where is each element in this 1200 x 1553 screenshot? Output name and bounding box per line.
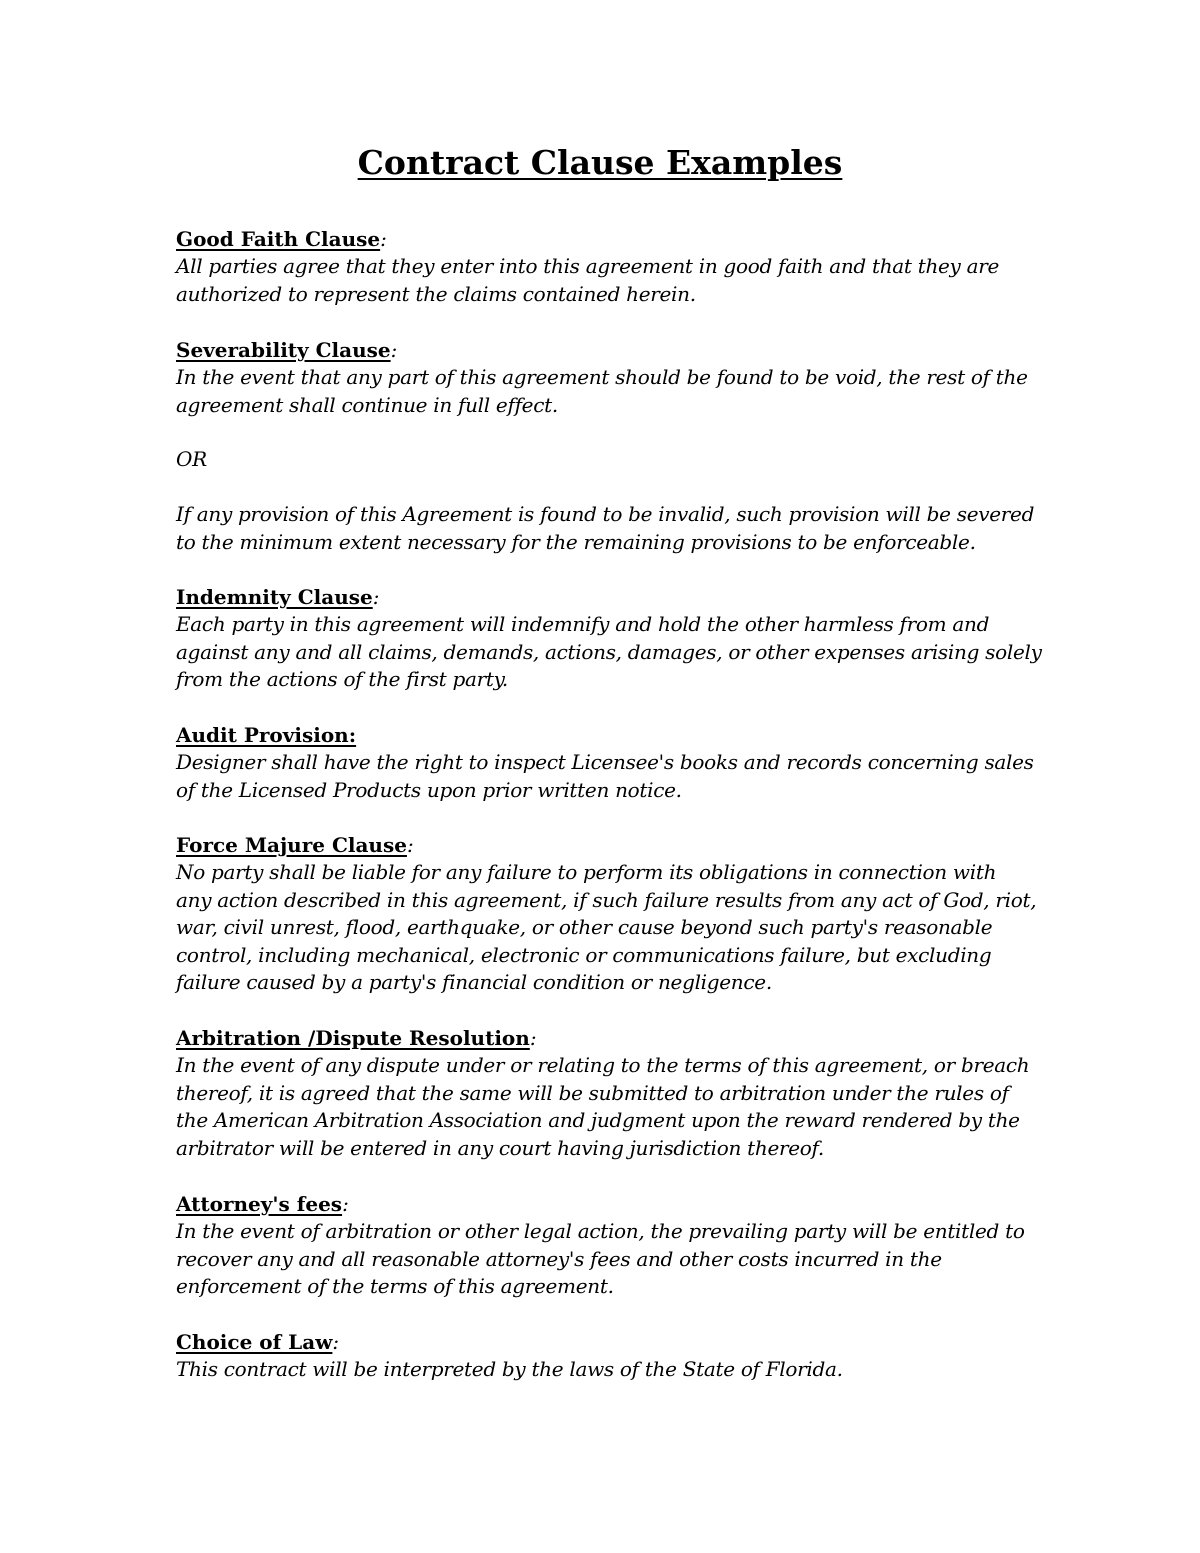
indemnity-section (176, 583, 1056, 694)
clause-line: In the event that any part of this agreement should be found to be void, the rest of the (176, 365, 1028, 389)
severability-alternative (176, 501, 1056, 556)
clause-line: agreement shall continue in full effect. (176, 392, 558, 417)
audit-section (176, 721, 1056, 804)
clause-line: authorized to represent the claims contained herein. (176, 281, 696, 306)
section-heading: Choice of Law: (176, 1330, 340, 1354)
clause-line: Designer shall have the right to inspect Licensee's books and records concerning sales (176, 750, 1034, 774)
force-majure-section (176, 831, 1056, 997)
or-separator: OR (176, 447, 207, 471)
clause-line: to the minimum extent necessary for the remaining provisions to be enforceable. (176, 529, 976, 554)
clause-line: Each party in this agreement will indemnify and hold the other harmless from and (176, 612, 990, 636)
clause-line: thereof, it is agreed that the same will be submitted to arbitration under the rules of (176, 1080, 1009, 1105)
clause-line: failure caused by a party's financial condition or negligence. (176, 970, 772, 994)
clause-line: In the event of any dispute under or relating to the terms of this agreement, or breach (176, 1053, 1030, 1077)
clause-line: enforcement of the terms of this agreement. (176, 1274, 614, 1298)
clause-line: All parties agree that they enter into this agreement in good faith and that they are (176, 254, 1000, 278)
section-heading: Attorney's fees: (176, 1192, 349, 1216)
attorney-fees-section (176, 1190, 1056, 1301)
section-heading: Force Majure Clause: (176, 833, 414, 857)
clause-line: control, including mechanical, electronic or communications failure, but excluding (176, 942, 992, 967)
clause-line: This contract will be interpreted by the laws of the State of Florida. (176, 1357, 843, 1381)
clause-line: the American Arbitration Association and judgment upon the reward rendered by the (176, 1108, 1020, 1132)
clause-line: from the actions of the first party. (176, 667, 508, 691)
clause-line: No party shall be liable for any failure to perform its obligations in connection with (176, 860, 997, 884)
section-heading: Indemnity Clause: (176, 585, 380, 609)
clause-line: any action described in this agreement, if such failure results from any act of God, riot, (176, 887, 1037, 912)
severability-or (176, 446, 1056, 474)
clause-line: against any and all claims, demands, actions, damages, or other expenses arising solely (176, 639, 1042, 664)
section-heading: Arbitration /Dispute Resolution: (176, 1026, 537, 1050)
clause-line: arbitrator will be entered in any court having jurisdiction thereof. (176, 1135, 824, 1160)
section-heading: Severability Clause: (176, 338, 398, 362)
section-heading: Audit Provision: (176, 723, 357, 747)
arbitration-section (176, 1024, 1056, 1162)
choice-of-law-section (176, 1328, 1056, 1384)
page-title: Contract Clause Examples (357, 143, 843, 182)
clause-line: In the event of arbitration or other legal action, the prevailing party will be entitled to (176, 1219, 1025, 1243)
severability-section (176, 336, 1056, 419)
clause-line: If any provision of this Agreement is found to be invalid, such provision will be severed (176, 502, 1035, 526)
clause-line: of the Licensed Products upon prior written notice. (176, 777, 682, 802)
clause-line: war, civil unrest, flood, earthquake, or other cause beyond such party's reasonable (176, 915, 993, 939)
section-heading: Good Faith Clause: (176, 227, 387, 251)
good-faith-section (176, 225, 1056, 308)
clause-line: recover any and all reasonable attorney's fees and other costs incurred in the (176, 1246, 942, 1271)
